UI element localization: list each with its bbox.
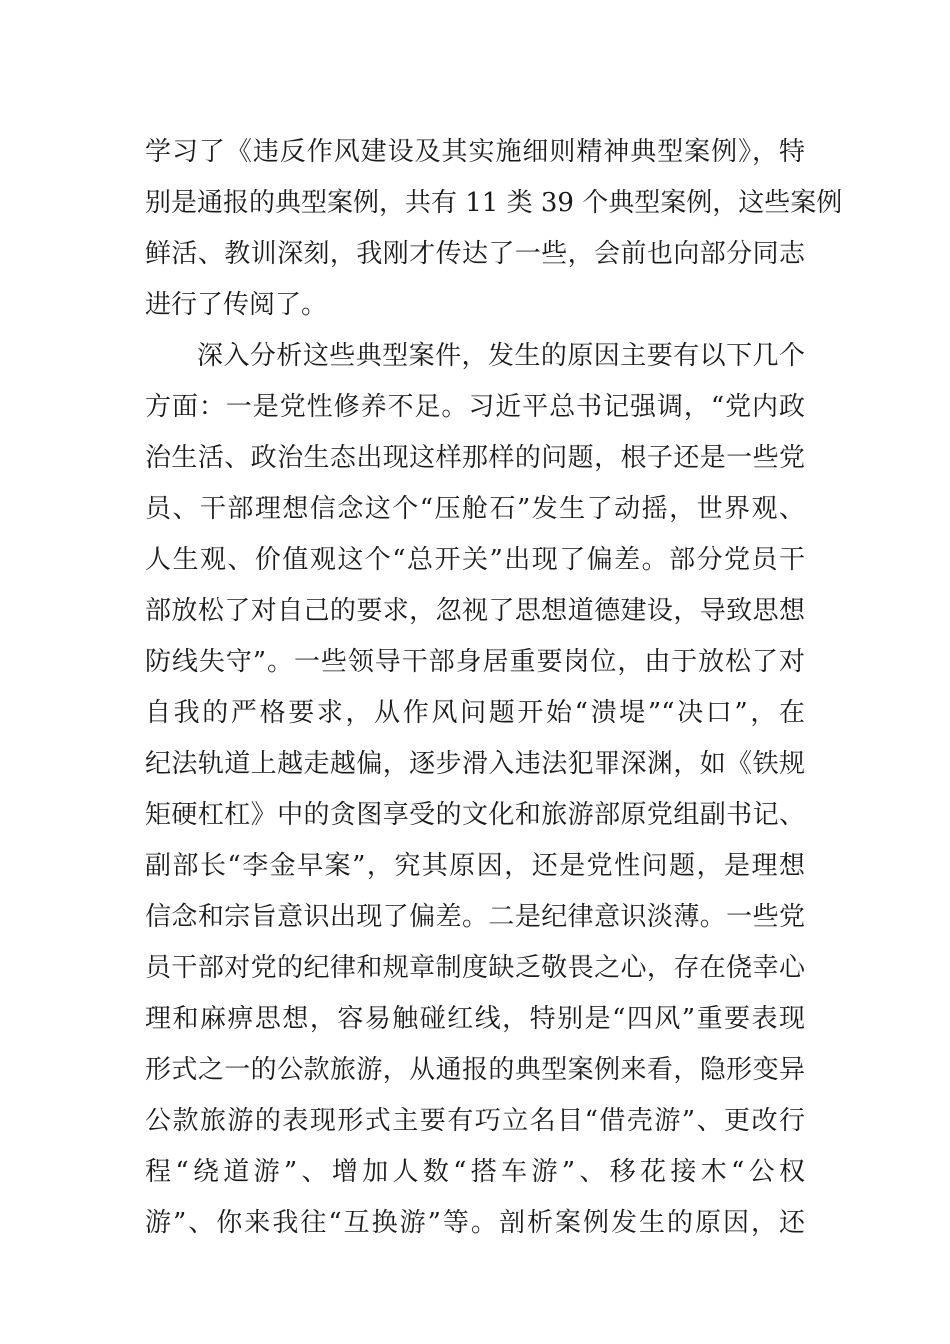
text-line-10: 部放松了对自己的要求，忽视了思想道德建设，导致思想 [145, 596, 805, 626]
text-line-20: 公款旅游的表现形式主要有巧立名目“借壳游”、更改行 [145, 1106, 805, 1136]
text-line-22: 游”、你来我往“互换游”等。剖析案例发生的原因，还 [145, 1208, 805, 1238]
text-line-3: 鲜活、教训深刻，我刚才传达了一些，会前也向部分同志 [145, 239, 805, 269]
text-line-21: 程“绕道游”、增加人数“搭车游”、移花接木“公权 [145, 1157, 805, 1187]
text-line-9: 人生观、价值观这个“总开关”出现了偏差。部分党员干 [145, 545, 805, 575]
text-line-7: 治生活、政治生态出现这样那样的问题，根子还是一些党 [145, 443, 805, 473]
text-line-6: 方面：一是党性修养不足。习近平总书记强调，“党内政 [145, 392, 805, 422]
text-line-8: 员、干部理想信念这个“压舱石”发生了动摇，世界观、 [145, 494, 805, 524]
text-line-13: 纪法轨道上越走越偏，逐步滑入违法犯罪深渊，如《铁规 [145, 749, 805, 779]
text-line-11: 防线失守”。一些领导干部身居重要岗位，由于放松了对 [145, 647, 805, 677]
text-line-14: 矩硬杠杠》中的贪图享受的文化和旅游部原党组副书记、 [145, 800, 805, 830]
text-line-12: 自我的严格要求，从作风问题开始“溃堤”“决口”，在 [145, 698, 805, 728]
text-line-5: 深入分析这些典型案件，发生的原因主要有以下几个 [197, 341, 805, 371]
text-line-17: 员干部对党的纪律和规章制度缺乏敬畏之心，存在侥幸心 [145, 953, 805, 983]
text-line-2: 别是通报的典型案例，共有 11 类 39 个典型案例，这些案例 [145, 188, 843, 218]
text-line-18: 理和麻痹思想，容易触碰红线，特别是“四风”重要表现 [145, 1004, 805, 1034]
text-line-19: 形式之一的公款旅游，从通报的典型案例来看，隐形变异 [145, 1055, 805, 1085]
text-line-16: 信念和宗旨意识出现了偏差。二是纪律意识淡薄。一些党 [145, 902, 805, 932]
text-line-15: 副部长“李金早案”，究其原因，还是党性问题，是理想 [145, 851, 805, 881]
text-line-1: 学习了《违反作风建设及其实施细则精神典型案例》，特 [145, 137, 805, 167]
text-line-4: 进行了传阅了。 [145, 290, 328, 320]
